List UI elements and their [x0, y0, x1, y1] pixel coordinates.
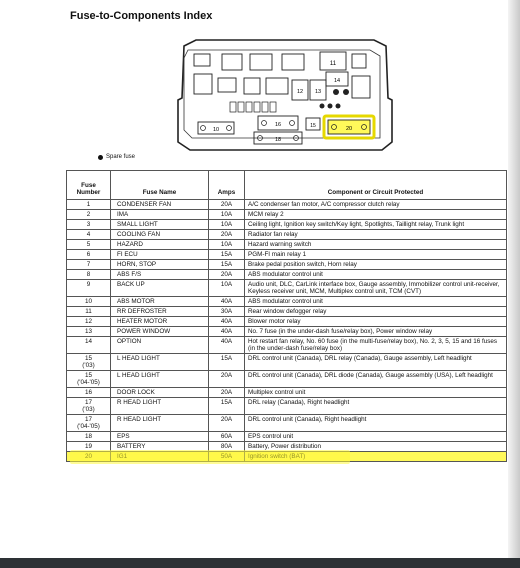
fuse-number-cell: 17 ('03)	[67, 398, 111, 415]
fuse-name-cell: SMALL LIGHT	[111, 220, 209, 230]
fuse-name-cell: ABS F/S	[111, 270, 209, 280]
component-cell: Blower motor relay	[245, 317, 507, 327]
component-cell: Brake pedal position switch, Horn relay	[245, 260, 507, 270]
fuse-number-cell: 16	[67, 388, 111, 398]
fuse-number-cell: 18	[67, 432, 111, 442]
page-edge-shadow	[508, 0, 520, 568]
fuse-name-cell: DOOR LOCK	[111, 388, 209, 398]
table-row	[67, 280, 507, 297]
spare-fuse-dot	[320, 104, 325, 109]
fuse-number-cell: 4	[67, 230, 111, 240]
component-cell: A/C condenser fan motor, A/C compressor clutch relay	[245, 200, 507, 210]
fuse-table	[66, 170, 507, 462]
fuse-label: 18	[274, 137, 282, 143]
spare-fuse-icon	[98, 155, 103, 160]
fuse-name-cell: FI ECU	[111, 250, 209, 260]
fuse-name-cell: R HEAD LIGHT	[111, 415, 209, 432]
table-header-row	[67, 171, 507, 200]
amps-cell: 20A	[209, 388, 245, 398]
component-cell: MCM relay 2	[245, 210, 507, 220]
amps-cell: 20A	[209, 371, 245, 388]
fuse-number-cell: 7	[67, 260, 111, 270]
amps-cell: 40A	[209, 327, 245, 337]
fuse-name-cell: HAZARD	[111, 240, 209, 250]
fuse-name-cell: POWER WINDOW	[111, 327, 209, 337]
amps-cell: 20A	[209, 230, 245, 240]
table-row	[67, 317, 507, 327]
component-cell: Rear window defogger relay	[245, 307, 507, 317]
amps-cell: 10A	[209, 210, 245, 220]
fuse-name-cell: L HEAD LIGHT	[111, 371, 209, 388]
fuse-number-cell: 8	[67, 270, 111, 280]
table-row	[67, 415, 507, 432]
fuse-number-cell: 14	[67, 337, 111, 354]
amps-cell: 15A	[209, 260, 245, 270]
amps-cell: 20A	[209, 200, 245, 210]
fuse-number-cell: 3	[67, 220, 111, 230]
fuse-name-cell: OPTION	[111, 337, 209, 354]
fuse-number-cell: 11	[67, 307, 111, 317]
component-cell: Audio unit, DLC, CarLink interface box, Gauge assembly, Immobilizer control unit-receiver, Keyless receiver unit, MCM, Multiplex control unit, TCM (CVT)	[245, 280, 507, 297]
table-row	[67, 337, 507, 354]
table-row	[67, 297, 507, 307]
fuse-label: 11	[329, 61, 337, 67]
amps-cell: 10A	[209, 220, 245, 230]
amps-cell: 10A	[209, 240, 245, 250]
table-row	[67, 307, 507, 317]
table-row	[67, 210, 507, 220]
fuse-name-cell: RR DEFROSTER	[111, 307, 209, 317]
fuse-label: 10	[212, 127, 220, 133]
component-cell: Hot restart fan relay, No. 60 fuse (in the multi-fuse/relay box), No. 2, 3, 5, 15 and 16 fuses (in the under-dash fuse/relay box)	[245, 337, 507, 354]
amps-cell: 40A	[209, 297, 245, 307]
fuse-name-cell: R HEAD LIGHT	[111, 398, 209, 415]
table-row	[67, 200, 507, 210]
fuse-label: 13	[314, 89, 322, 95]
component-cell: Multiplex control unit	[245, 388, 507, 398]
fuse-number-cell: 10	[67, 297, 111, 307]
fuse-number-cell: 5	[67, 240, 111, 250]
component-cell: DRL control unit (Canada), Right headlight	[245, 415, 507, 432]
header-fuse-number: Fuse Number	[67, 171, 111, 200]
legend	[98, 154, 135, 160]
header-component: Component or Circuit Protected	[245, 171, 507, 200]
component-cell: ABS modulator control unit	[245, 297, 507, 307]
amps-cell: 80A	[209, 442, 245, 452]
fuse-number-cell: 12	[67, 317, 111, 327]
spare-fuse-dot	[328, 104, 333, 109]
amps-cell: 40A	[209, 337, 245, 354]
table-row	[67, 250, 507, 260]
fuse-name-cell: BATTERY	[111, 442, 209, 452]
spare-fuse-dot	[333, 89, 339, 95]
amps-cell: 15A	[209, 250, 245, 260]
amps-cell: 20A	[209, 270, 245, 280]
amps-cell: 20A	[209, 415, 245, 432]
table-body	[67, 200, 507, 462]
component-cell: Battery, Power distribution	[245, 442, 507, 452]
spare-fuse-dot	[336, 104, 341, 109]
fuse-name-cell: ABS MOTOR	[111, 297, 209, 307]
fuse-label: 15	[310, 123, 316, 129]
component-cell: EPS control unit	[245, 432, 507, 442]
fuse-number-cell: 9	[67, 280, 111, 297]
fuse-label: 14	[333, 78, 341, 84]
fuse-number-cell: 1	[67, 200, 111, 210]
table-row	[67, 327, 507, 337]
fuse-number-cell: 15 ('03)	[67, 354, 111, 371]
amps-cell: 15A	[209, 398, 245, 415]
fuse-number-cell: 6	[67, 250, 111, 260]
fuse-name-cell: IMA	[111, 210, 209, 220]
component-cell: Ceiling light, Ignition key switch/Key light, Spotlights, Taillight relay, Trunk light	[245, 220, 507, 230]
fuse-label: 16	[274, 122, 282, 128]
table-row	[67, 260, 507, 270]
amps-cell: 40A	[209, 317, 245, 327]
table-row	[67, 371, 507, 388]
component-cell: DRL control unit (Canada), DRL relay (Canada), Gauge assembly, Left headlight	[245, 354, 507, 371]
fuse-label: 20	[345, 126, 353, 132]
table-row	[67, 270, 507, 280]
amps-cell: 10A	[209, 280, 245, 297]
component-cell: Radiator fan relay	[245, 230, 507, 240]
table-row	[67, 240, 507, 250]
header-amps: Amps	[209, 171, 245, 200]
table-row	[67, 388, 507, 398]
amps-cell: 60A	[209, 432, 245, 442]
fuse-name-cell: CONDENSER FAN	[111, 200, 209, 210]
fuse-name-cell: BACK UP	[111, 280, 209, 297]
page-title: Fuse-to-Components Index	[70, 10, 213, 22]
fuse-box-svg	[170, 38, 400, 152]
spare-fuse-dot	[343, 89, 349, 95]
table-row	[67, 354, 507, 371]
component-cell: ABS modulator control unit	[245, 270, 507, 280]
fuse-label: 12	[296, 89, 304, 95]
taskbar-strip	[0, 558, 520, 568]
component-cell: PGM-FI main relay 1	[245, 250, 507, 260]
fuse-number-cell: 2	[67, 210, 111, 220]
fuse-name-cell: HORN, STOP	[111, 260, 209, 270]
fuse-name-cell: COOLING FAN	[111, 230, 209, 240]
fuse-number-cell: 15 ('04-'05)	[67, 371, 111, 388]
fuse-name-cell: EPS	[111, 432, 209, 442]
highlight-band	[70, 450, 350, 464]
amps-cell: 15A	[209, 354, 245, 371]
fuse-number-cell: 19	[67, 442, 111, 452]
legend-text: Spare fuse	[106, 154, 136, 160]
table-row	[67, 398, 507, 415]
fuse-name-cell: HEATER MOTOR	[111, 317, 209, 327]
component-cell: Hazard warning switch	[245, 240, 507, 250]
fuse-number-cell: 13	[67, 327, 111, 337]
fuse-box-diagram	[170, 38, 400, 157]
fuse-number-cell: 17 ('04-'05)	[67, 415, 111, 432]
table-row	[67, 220, 507, 230]
component-cell: DRL relay (Canada), Right headlight	[245, 398, 507, 415]
header-fuse-name: Fuse Name	[111, 171, 209, 200]
amps-cell: 30A	[209, 307, 245, 317]
table-row	[67, 432, 507, 442]
table-row	[67, 230, 507, 240]
component-cell: DRL control unit (Canada), DRL diode (Canada), Gauge assembly (USA), Left headlight	[245, 371, 507, 388]
component-cell: No. 7 fuse (in the under-dash fuse/relay box), Power window relay	[245, 327, 507, 337]
fuse-name-cell: L HEAD LIGHT	[111, 354, 209, 371]
